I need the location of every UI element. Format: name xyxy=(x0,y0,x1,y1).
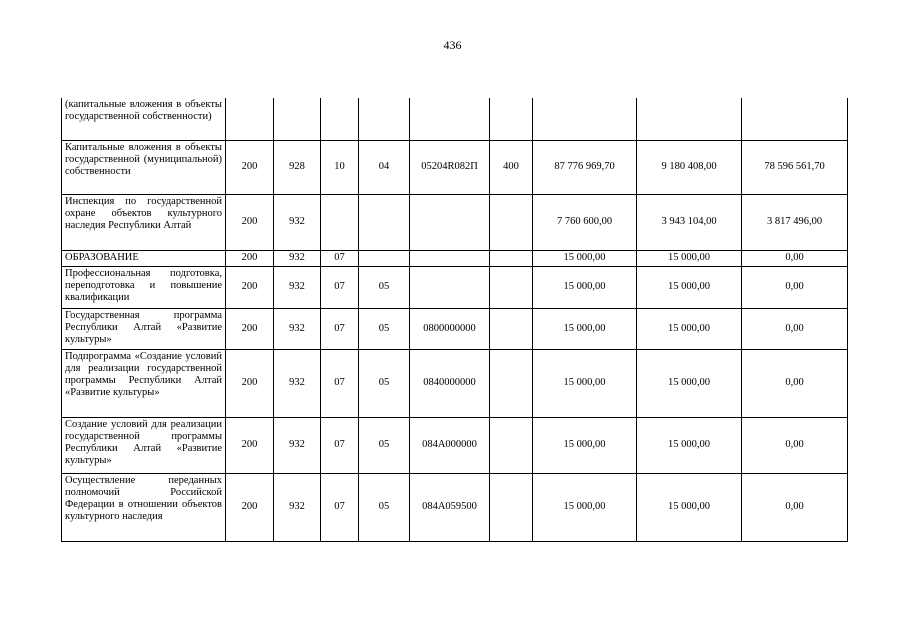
row-name: Капитальные вложения в объекты государственной (муниципальной) собственности xyxy=(62,140,226,194)
cell-target-article: 05204R082П xyxy=(410,140,490,194)
cell-amount-3: 3 817 496,00 xyxy=(742,194,848,250)
row-name: Подпрограмма «Создание условий для реализации государственной программы Республики Алтай «Развитие культуры» xyxy=(62,349,226,417)
cell-subsection: 05 xyxy=(359,473,410,541)
cell-amount-3: 0,00 xyxy=(742,349,848,417)
cell-expense-type xyxy=(490,417,533,473)
cell-target-article xyxy=(410,250,490,266)
cell-amount-2: 15 000,00 xyxy=(637,308,742,349)
cell-target-article: 084А000000 xyxy=(410,417,490,473)
table-row xyxy=(62,98,848,140)
row-name: (капитальные вложения в объекты государственной собственности) xyxy=(62,98,226,140)
cell-amount-total: 15 000,00 xyxy=(533,266,637,308)
cell-amount-2: 9 180 408,00 xyxy=(637,140,742,194)
cell-section: 07 xyxy=(321,266,359,308)
cell-expense-type xyxy=(490,250,533,266)
cell-amount-2: 15 000,00 xyxy=(637,473,742,541)
cell-amount-total: 87 776 969,70 xyxy=(533,140,637,194)
cell-admin-code: 200 xyxy=(226,250,274,266)
cell-amount-3: 0,00 xyxy=(742,308,848,349)
table-row xyxy=(62,473,848,541)
cell-subsection: 05 xyxy=(359,308,410,349)
cell-ministry-code: 932 xyxy=(274,417,321,473)
row-name: Инспекция по государственной охране объектов культурного наследия Республики Алтай xyxy=(62,194,226,250)
row-name: Осуществление переданных полномочий Российской Федерации в отношении объектов культурного наследия xyxy=(62,473,226,541)
cell-section: 07 xyxy=(321,308,359,349)
cell-subsection xyxy=(359,98,410,140)
cell-amount-3: 0,00 xyxy=(742,250,848,266)
cell-amount-3 xyxy=(742,98,848,140)
table-row xyxy=(62,417,848,473)
cell-subsection xyxy=(359,194,410,250)
cell-ministry-code: 932 xyxy=(274,194,321,250)
cell-admin-code: 200 xyxy=(226,266,274,308)
cell-amount-2: 3 943 104,00 xyxy=(637,194,742,250)
cell-expense-type xyxy=(490,266,533,308)
cell-amount-3: 0,00 xyxy=(742,417,848,473)
cell-subsection: 05 xyxy=(359,417,410,473)
cell-amount-2 xyxy=(637,98,742,140)
cell-admin-code xyxy=(226,98,274,140)
cell-ministry-code: 928 xyxy=(274,140,321,194)
table-row xyxy=(62,194,848,250)
cell-expense-type xyxy=(490,349,533,417)
budget-table xyxy=(61,98,848,542)
cell-amount-2: 15 000,00 xyxy=(637,266,742,308)
cell-target-article: 0840000000 xyxy=(410,349,490,417)
row-name: Создание условий для реализации государственной программы Республики Алтай «Развитие культуры» xyxy=(62,417,226,473)
cell-section xyxy=(321,194,359,250)
cell-admin-code: 200 xyxy=(226,473,274,541)
cell-expense-type xyxy=(490,308,533,349)
cell-expense-type xyxy=(490,473,533,541)
cell-ministry-code: 932 xyxy=(274,349,321,417)
cell-ministry-code xyxy=(274,98,321,140)
cell-target-article xyxy=(410,194,490,250)
cell-expense-type xyxy=(490,194,533,250)
cell-amount-total: 15 000,00 xyxy=(533,308,637,349)
cell-amount-total: 15 000,00 xyxy=(533,473,637,541)
cell-target-article: 084А059500 xyxy=(410,473,490,541)
cell-amount-2: 15 000,00 xyxy=(637,417,742,473)
cell-admin-code: 200 xyxy=(226,417,274,473)
table-row xyxy=(62,140,848,194)
table-row xyxy=(62,308,848,349)
table-row xyxy=(62,349,848,417)
cell-admin-code: 200 xyxy=(226,140,274,194)
cell-ministry-code: 932 xyxy=(274,473,321,541)
cell-target-article xyxy=(410,266,490,308)
cell-ministry-code: 932 xyxy=(274,266,321,308)
cell-subsection xyxy=(359,250,410,266)
cell-admin-code: 200 xyxy=(226,349,274,417)
cell-ministry-code: 932 xyxy=(274,250,321,266)
cell-section: 07 xyxy=(321,417,359,473)
cell-section xyxy=(321,98,359,140)
cell-subsection: 05 xyxy=(359,349,410,417)
cell-amount-total: 15 000,00 xyxy=(533,250,637,266)
cell-amount-3: 0,00 xyxy=(742,473,848,541)
row-name: Профессиональная подготовка, переподготовка и повышение квалификации xyxy=(62,266,226,308)
cell-admin-code: 200 xyxy=(226,308,274,349)
cell-section: 10 xyxy=(321,140,359,194)
cell-amount-total: 15 000,00 xyxy=(533,417,637,473)
cell-target-article xyxy=(410,98,490,140)
cell-amount-total: 7 760 600,00 xyxy=(533,194,637,250)
cell-target-article: 0800000000 xyxy=(410,308,490,349)
row-name: ОБРАЗОВАНИЕ xyxy=(62,250,226,266)
cell-admin-code: 200 xyxy=(226,194,274,250)
page-number: 436 xyxy=(443,38,462,52)
cell-section: 07 xyxy=(321,473,359,541)
cell-ministry-code: 932 xyxy=(274,308,321,349)
cell-expense-type xyxy=(490,98,533,140)
cell-amount-2: 15 000,00 xyxy=(637,250,742,266)
cell-amount-2: 15 000,00 xyxy=(637,349,742,417)
cell-expense-type: 400 xyxy=(490,140,533,194)
cell-amount-total xyxy=(533,98,637,140)
table-row xyxy=(62,250,848,266)
row-name: Государственная программа Республики Алтай «Развитие культуры» xyxy=(62,308,226,349)
cell-amount-3: 0,00 xyxy=(742,266,848,308)
cell-subsection: 05 xyxy=(359,266,410,308)
table-row xyxy=(62,266,848,308)
cell-amount-total: 15 000,00 xyxy=(533,349,637,417)
cell-subsection: 04 xyxy=(359,140,410,194)
cell-section: 07 xyxy=(321,349,359,417)
cell-amount-3: 78 596 561,70 xyxy=(742,140,848,194)
cell-section: 07 xyxy=(321,250,359,266)
